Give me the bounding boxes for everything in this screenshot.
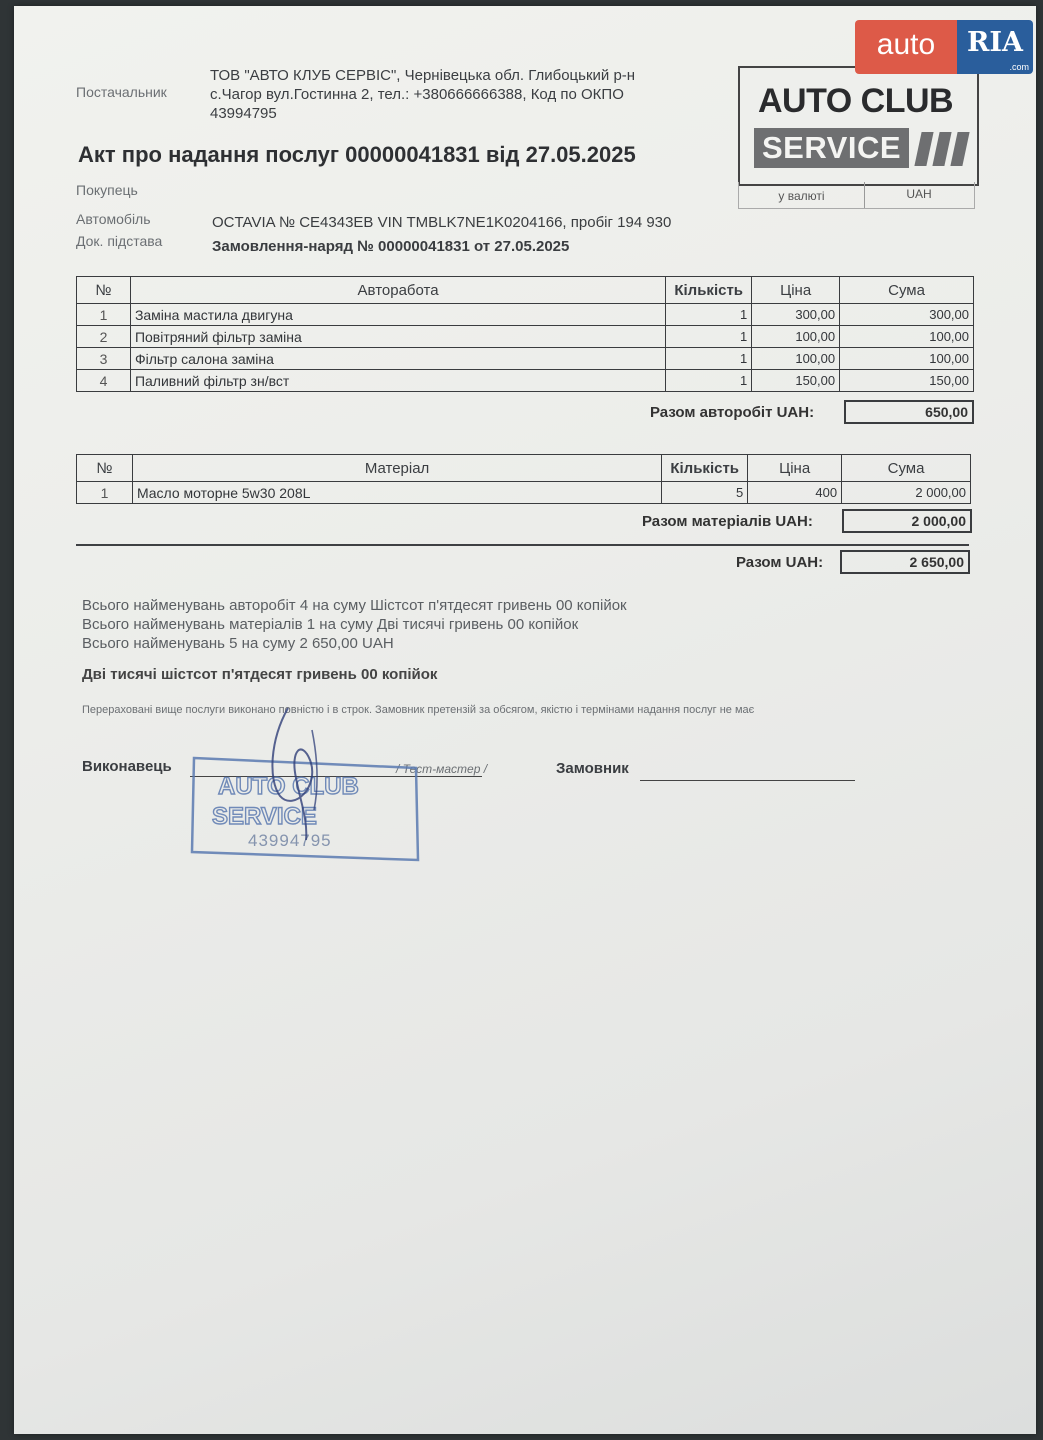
currency-value: UAH — [864, 182, 975, 209]
row-qty: 1 — [666, 348, 752, 370]
materials-col-number: № — [77, 455, 133, 482]
logo-text-service: SERVICE — [754, 128, 909, 168]
row-sum: 300,00 — [840, 304, 974, 326]
table-row — [77, 482, 971, 504]
handwritten-signature — [250, 700, 340, 850]
row-qty: 1 — [666, 326, 752, 348]
row-price: 150,00 — [752, 370, 840, 392]
works-col-sum: Сума — [840, 277, 974, 304]
row-sum: 150,00 — [840, 370, 974, 392]
summary-line-works: Всього найменувань авторобіт 4 на суму Шістсот п'ятдесят гривень 00 копійок — [82, 597, 627, 614]
supplier-line-2: с.Чагор вул.Гостинна 2, тел.: +380666666388, Код по ОКПО — [210, 86, 624, 103]
grand-total-label: Разом UAH: — [736, 554, 824, 571]
supplier-line-1: ТОВ "АВТО КЛУБ СЕРВІС", Чернівецька обл. Глибоцький р-н — [210, 67, 636, 84]
row-price: 100,00 — [752, 348, 840, 370]
works-col-number: № — [77, 277, 131, 304]
total-in-words: Дві тисячі шістсот п'ятдесят гривень 00 копійок — [82, 666, 438, 683]
document-sheet — [14, 6, 1036, 1434]
works-total-value: 650,00 — [844, 400, 974, 424]
table-row — [77, 370, 974, 392]
car-label: Автомобіль — [76, 211, 151, 227]
row-name: Заміна мастила двигуна — [130, 304, 665, 326]
materials-col-qty: Кількість — [662, 455, 748, 482]
divider — [76, 544, 969, 546]
executor-hint: / Тест-мастер / — [396, 762, 488, 776]
stamp-line-2: SERVICE — [212, 803, 317, 830]
stamp-line-1: AUTO CLUB — [218, 773, 359, 800]
row-number: 4 — [77, 370, 131, 392]
grand-total-value: 2 650,00 — [840, 550, 970, 574]
row-sum: 100,00 — [840, 326, 974, 348]
row-price: 300,00 — [752, 304, 840, 326]
row-name: Повітряний фільтр заміна — [130, 326, 665, 348]
logo-bars-icon — [918, 132, 972, 166]
row-price: 100,00 — [752, 326, 840, 348]
works-total-label: Разом авторобіт UAH: — [650, 404, 815, 421]
row-qty: 1 — [666, 304, 752, 326]
stamp-code: 43994795 — [248, 831, 332, 850]
materials-col-price: Ціна — [748, 455, 842, 482]
materials-total-label: Разом матеріалів UAH: — [642, 513, 813, 530]
works-table — [76, 276, 974, 392]
works-col-qty: Кількість — [666, 277, 752, 304]
supplier-line-3: 43994795 — [210, 105, 277, 122]
supplier-label: Постачальник — [76, 84, 167, 100]
row-name: Паливний фільтр зн/вст — [130, 370, 665, 392]
row-sum: 2 000,00 — [842, 482, 971, 504]
supplier-info — [210, 66, 740, 123]
table-row — [77, 348, 974, 370]
row-qty: 5 — [662, 482, 748, 504]
company-logo — [738, 66, 979, 186]
autoria-watermark — [855, 20, 1033, 74]
buyer-label: Покупець — [76, 182, 138, 198]
row-number: 3 — [77, 348, 131, 370]
logo-text-top: AUTO CLUB — [758, 82, 954, 120]
currency-label: у валюті — [738, 182, 865, 209]
row-number: 2 — [77, 326, 131, 348]
row-number: 1 — [77, 304, 131, 326]
table-row — [77, 326, 974, 348]
materials-header-row — [77, 455, 971, 482]
materials-col-sum: Сума — [842, 455, 971, 482]
row-name: Фільтр салона заміна — [130, 348, 665, 370]
car-value: OCTAVIA № CE4343EB VIN TMBLK7NE1K0204166, пробіг 194 930 — [212, 214, 672, 231]
autoria-auto-text: auto — [855, 20, 957, 74]
basis-value: Замовлення-наряд № 00000041831 от 27.05.2025 — [212, 238, 570, 255]
materials-total-value: 2 000,00 — [842, 509, 972, 533]
row-sum: 100,00 — [840, 348, 974, 370]
row-number: 1 — [77, 482, 133, 504]
table-row — [77, 304, 974, 326]
row-price: 400 — [748, 482, 842, 504]
basis-label: Док. підстава — [76, 233, 163, 249]
document-title: Акт про надання послуг 00000041831 від 27.05.2025 — [78, 142, 636, 167]
customer-signature-line — [640, 780, 855, 781]
customer-label: Замовник — [556, 760, 629, 777]
row-name: Масло моторне 5w30 208L — [132, 482, 661, 504]
works-col-price: Ціна — [752, 277, 840, 304]
acceptance-note: Перераховані вище послуги виконано повністю і в строк. Замовник претензій за обсягом, якістю і термінами надання послуг не має — [82, 704, 755, 716]
autoria-ria-text: RIA .com — [957, 20, 1033, 74]
summary-line-materials: Всього найменувань матеріалів 1 на суму Дві тисячі гривень 00 копійок — [82, 616, 579, 633]
summary-block — [82, 596, 627, 653]
executor-label: Виконавець — [82, 758, 172, 775]
currency-row — [738, 182, 975, 210]
works-header-row — [77, 277, 974, 304]
works-col-name: Авторабота — [130, 277, 665, 304]
materials-table — [76, 454, 971, 504]
materials-col-name: Матеріал — [132, 455, 661, 482]
row-qty: 1 — [666, 370, 752, 392]
summary-line-total: Всього найменувань 5 на суму 2 650,00 UAH — [82, 635, 394, 652]
